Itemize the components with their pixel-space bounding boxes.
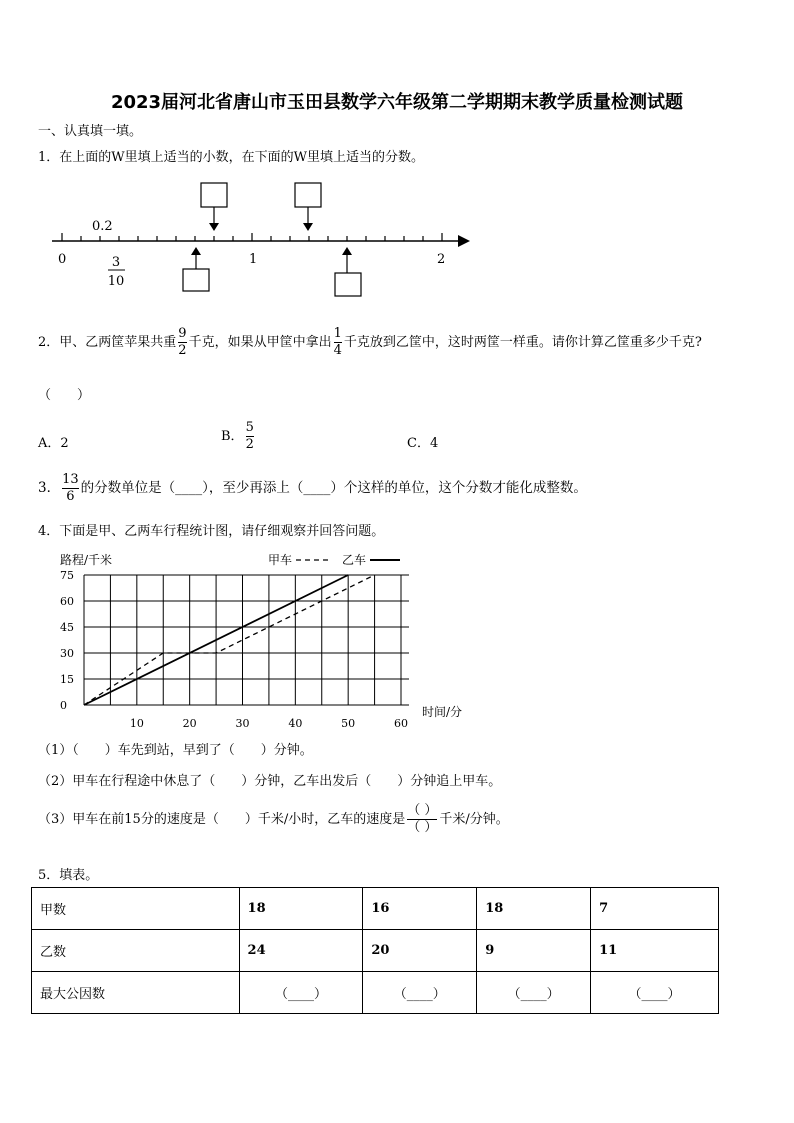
- table-cell: 18: [477, 888, 591, 930]
- fraction-numerator: 3: [111, 255, 121, 270]
- fraction-9-2: [178, 326, 186, 359]
- fraction-5-2: [246, 420, 254, 453]
- fraction-denominator: 6: [66, 489, 75, 504]
- chart-x-tick-label: 10: [129, 717, 144, 730]
- fraction-numerator: 9: [178, 326, 187, 341]
- question-4-sub1: （1）（ ）车先到站，早到了（ ）分钟。: [38, 743, 313, 758]
- fraction-denominator: （ ）: [407, 820, 438, 835]
- question-3-body: 的分数单位是（____），至少再添上（____）个这样的单位，这个分数才能化成整数。: [80, 480, 587, 496]
- label-0-2: 0.2: [92, 219, 113, 234]
- answer-blank[interactable]: （____）: [363, 972, 477, 1014]
- arrow-down-icon: [209, 223, 219, 231]
- chart-y-tick-label: 45: [60, 621, 74, 634]
- chart-y-ticks: [60, 569, 74, 712]
- chart-series: [84, 575, 375, 705]
- table-row: [32, 888, 719, 930]
- fraction-numerator: 1: [333, 326, 342, 341]
- arrow-up-icon: [191, 247, 201, 255]
- chart-ylabel: 路程/千米: [60, 553, 113, 567]
- question-4-text: 4．下面是甲、乙两车行程统计图，请仔细观察并回答问题。: [38, 524, 385, 539]
- label-1: 1: [249, 252, 258, 267]
- answer-box-bottom-1[interactable]: [183, 269, 209, 291]
- page-title: 2023届河北省唐山市玉田县数学六年级第二学期期末教学质量检测试题: [110, 92, 684, 113]
- blank-fraction[interactable]: [407, 803, 437, 836]
- answer-blank[interactable]: （____）: [477, 972, 591, 1014]
- chart-y-tick-label: 15: [60, 673, 74, 686]
- number-line-figure: [40, 175, 480, 300]
- chart-y-tick-label: 0: [60, 699, 67, 712]
- question-2-part2: 千克，如果从甲筐中拿出: [188, 335, 332, 350]
- table-cell: 最大公因数: [32, 972, 240, 1014]
- fraction-denominator: 10: [107, 274, 125, 289]
- legend-jia-label: 甲车: [268, 553, 293, 567]
- travel-chart: [40, 548, 480, 730]
- chart-series-line: [84, 575, 375, 705]
- table-row: [32, 930, 719, 972]
- table-cell: 7: [591, 888, 719, 930]
- question-4-sub3-part1: （3）甲车在前15分的速度是（ ）千米/小时，乙车的速度是: [38, 812, 406, 827]
- number-line-arrow: [458, 235, 470, 247]
- question-2-part3: 千克放到乙筐中，这时两筐一样重。请你计算乙筐重多少千克?: [343, 335, 702, 350]
- table-row: [32, 972, 719, 1014]
- fraction-numerator: 5: [245, 420, 254, 435]
- arrow-up-icon: [342, 247, 352, 255]
- table-cell: 16: [363, 888, 477, 930]
- table-cell: 18: [239, 888, 363, 930]
- chart-x-tick-label: 40: [288, 717, 303, 730]
- fraction-numerator: （ ）: [407, 803, 438, 818]
- question-3-number: 3．: [38, 480, 61, 496]
- option-b-label: B．: [221, 429, 244, 444]
- fraction-denominator: 2: [245, 437, 254, 452]
- chart-x-ticks: [130, 717, 408, 730]
- answer-paren[interactable]: （ ）: [38, 388, 91, 403]
- section-heading: 一、认真填一填。: [38, 124, 143, 139]
- legend-yi-label: 乙车: [342, 553, 367, 567]
- option-b[interactable]: [221, 420, 256, 453]
- chart-x-tick-label: 60: [394, 717, 408, 730]
- answer-blank[interactable]: （____）: [239, 972, 363, 1014]
- option-a[interactable]: A．2: [38, 436, 69, 451]
- table-cell: 11: [591, 930, 719, 972]
- chart-y-tick-label: 75: [60, 569, 74, 582]
- fraction-1-4: [334, 326, 342, 359]
- question-4-sub2: （2）甲车在行程途中休息了（ ）分钟，乙车出发后（ ）分钟追上甲车。: [38, 774, 502, 789]
- fraction-denominator: 2: [178, 343, 187, 358]
- chart-xlabel: 时间/分: [422, 705, 463, 719]
- arrow-down-icon: [303, 223, 313, 231]
- table-cell: 甲数: [32, 888, 240, 930]
- answer-box-top-1[interactable]: [201, 183, 227, 207]
- chart-x-tick-label: 30: [235, 717, 250, 730]
- fraction-numerator: 13: [62, 472, 79, 487]
- answer-blank[interactable]: （____）: [591, 972, 719, 1014]
- question-2-text: [38, 326, 702, 359]
- question-1-text: 1．在上面的W里填上适当的小数，在下面的W里填上适当的分数。: [38, 150, 424, 165]
- table-cell: 9: [477, 930, 591, 972]
- chart-y-tick-label: 60: [60, 595, 74, 608]
- label-0: 0: [58, 252, 67, 267]
- table-cell: 20: [363, 930, 477, 972]
- fraction-13-6: [62, 472, 79, 505]
- chart-y-tick-label: 30: [60, 647, 74, 660]
- question-4-sub3-part2: 千米/分钟。: [439, 812, 509, 827]
- option-c[interactable]: C．4: [407, 436, 439, 451]
- chart-grid: [84, 575, 409, 705]
- table-cell: 24: [239, 930, 363, 972]
- fill-table: [31, 887, 719, 1014]
- answer-box-bottom-2[interactable]: [335, 273, 361, 296]
- label-2: 2: [437, 252, 446, 267]
- fraction-denominator: 4: [333, 343, 342, 358]
- question-4-sub3: [38, 803, 509, 836]
- question-3-text: [38, 472, 587, 505]
- table-cell: 乙数: [32, 930, 240, 972]
- chart-x-tick-label: 50: [341, 717, 356, 730]
- number-line-ticks: [62, 233, 442, 241]
- answer-box-top-2[interactable]: [295, 183, 321, 207]
- question-2-part1: 2．甲、乙两筐苹果共重: [38, 335, 177, 350]
- question-5-text: 5．填表。: [38, 868, 99, 883]
- chart-x-tick-label: 20: [182, 717, 197, 730]
